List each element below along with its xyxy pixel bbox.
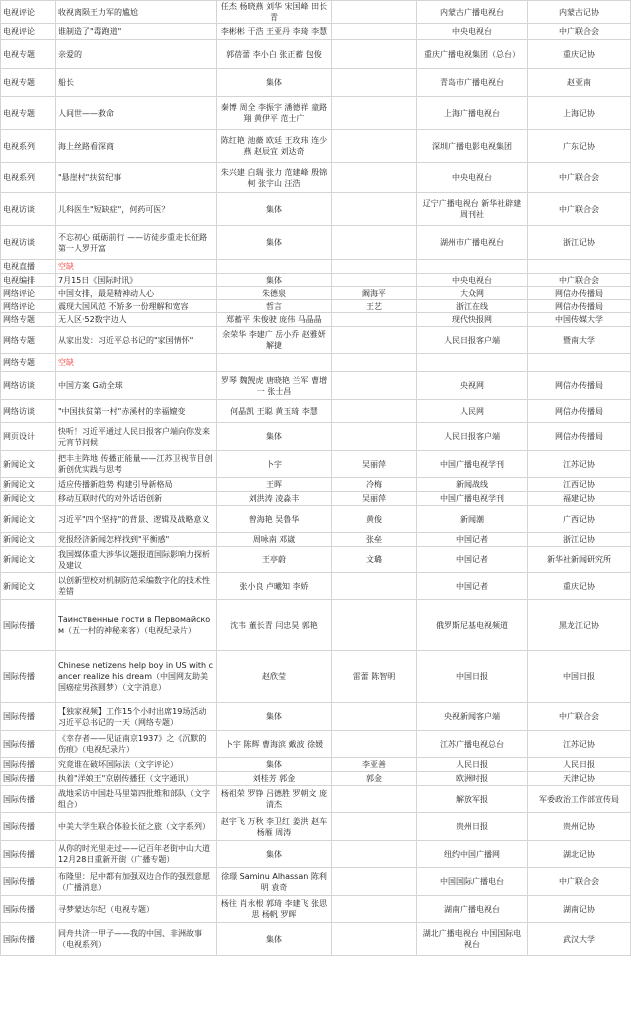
table-row bbox=[1, 300, 631, 313]
category-cell: 新闻论文 bbox=[1, 547, 56, 573]
table-row bbox=[1, 24, 631, 40]
table-row bbox=[1, 1, 631, 24]
title-cell: 谁制造了"毒跑道" bbox=[56, 24, 217, 40]
editors-cell bbox=[332, 703, 417, 731]
authors-cell: 集体 bbox=[217, 923, 332, 956]
category-cell: 电视专题 bbox=[1, 40, 56, 69]
authors-cell: 集体 bbox=[217, 758, 332, 772]
editors-cell: 文璐 bbox=[332, 547, 417, 573]
recommender-cell: 武汉大学 bbox=[528, 923, 631, 956]
publisher-cell: 贵州日报 bbox=[417, 813, 528, 841]
recommender-cell: 军委政治工作部宣传局 bbox=[528, 786, 631, 813]
category-cell: 国际传播 bbox=[1, 841, 56, 868]
publisher-cell: 中国记者 bbox=[417, 547, 528, 573]
recommender-cell: 福建记协 bbox=[528, 492, 631, 506]
title-cell: 【独家视频】工作15个小时出席19场活动 习近平总书记的一天（网络专题） bbox=[56, 703, 217, 731]
editors-cell bbox=[332, 731, 417, 758]
editors-cell bbox=[332, 69, 417, 97]
title-cell: 同舟共济一甲子——我的中国、非洲故事（电视系列） bbox=[56, 923, 217, 956]
title-cell: 亲爱的 bbox=[56, 40, 217, 69]
title-cell: 习近平"四个坚持"的背景、逻辑及战略意义 bbox=[56, 506, 217, 533]
publisher-cell: 中国记者 bbox=[417, 533, 528, 547]
authors-cell: 赵欣莹 bbox=[217, 651, 332, 703]
recommender-cell: 人民日报 bbox=[528, 758, 631, 772]
table-row bbox=[1, 506, 631, 533]
publisher-cell: 江苏广播电视总台 bbox=[417, 731, 528, 758]
table-row bbox=[1, 533, 631, 547]
category-cell: 国际传播 bbox=[1, 772, 56, 786]
authors-cell: 集体 bbox=[217, 274, 332, 287]
editors-cell bbox=[332, 40, 417, 69]
recommender-cell: 中国日报 bbox=[528, 651, 631, 703]
table-row bbox=[1, 130, 631, 163]
recommender-cell: 中广联合会 bbox=[528, 703, 631, 731]
publisher-cell: 人民日报客户端 bbox=[417, 327, 528, 354]
publisher-cell: 深圳广播电影电视集团 bbox=[417, 130, 528, 163]
authors-cell: 何晶凯 王聪 黄玉琦 李慧 bbox=[217, 400, 332, 423]
table-row bbox=[1, 786, 631, 813]
authors-cell: 集体 bbox=[217, 193, 332, 226]
authors-cell: 罗琴 魏觊虎 唐晓艳 兰军 曹增一 张士昌 bbox=[217, 372, 332, 400]
recommender-cell bbox=[528, 354, 631, 372]
editors-cell bbox=[332, 600, 417, 651]
title-cell: 空缺 bbox=[56, 260, 217, 274]
title-cell: 中国女排，最是精神动人心 bbox=[56, 287, 217, 300]
editors-cell bbox=[332, 226, 417, 260]
table-row bbox=[1, 40, 631, 69]
editors-cell bbox=[332, 354, 417, 372]
editors-cell: 李亚善 bbox=[332, 758, 417, 772]
authors-cell: 周咏南 邓崴 bbox=[217, 533, 332, 547]
title-cell: 执着"洋娘王"京剧传播狂（文字通讯） bbox=[56, 772, 217, 786]
recommender-cell: 中广联合会 bbox=[528, 274, 631, 287]
category-cell: 电视评论 bbox=[1, 1, 56, 24]
publisher-cell: 青岛市广播电视台 bbox=[417, 69, 528, 97]
title-cell: 无人区·52数字边人 bbox=[56, 313, 217, 327]
recommender-cell: 江西记协 bbox=[528, 478, 631, 492]
table-row bbox=[1, 813, 631, 841]
authors-cell: 赵宇飞 万秋 李卫红 姜洪 赵车 杨雁 周涛 bbox=[217, 813, 332, 841]
table-row bbox=[1, 841, 631, 868]
editors-cell bbox=[332, 130, 417, 163]
category-cell: 电视评论 bbox=[1, 24, 56, 40]
title-cell: 从你的时光里走过——记百年老街中山大道12月28日重新开街（广播专题） bbox=[56, 841, 217, 868]
publisher-cell: 欧洲时报 bbox=[417, 772, 528, 786]
publisher-cell bbox=[417, 260, 528, 274]
title-cell: 儿科医生"短缺症"，何药可医？ bbox=[56, 193, 217, 226]
table-row bbox=[1, 226, 631, 260]
recommender-cell bbox=[528, 260, 631, 274]
table-row bbox=[1, 163, 631, 193]
editors-cell bbox=[332, 868, 417, 896]
authors-cell bbox=[217, 354, 332, 372]
publisher-cell: 中央电视台 bbox=[417, 24, 528, 40]
category-cell: 国际传播 bbox=[1, 600, 56, 651]
authors-cell: 卜宇 bbox=[217, 451, 332, 478]
editors-cell: 阚海平 bbox=[332, 287, 417, 300]
recommender-cell: 网信办传播局 bbox=[528, 400, 631, 423]
publisher-cell: 俄罗斯尼基电视频道 bbox=[417, 600, 528, 651]
table-row bbox=[1, 260, 631, 274]
recommender-cell: 中广联合会 bbox=[528, 24, 631, 40]
recommender-cell: 天津记协 bbox=[528, 772, 631, 786]
editors-cell: 冷梅 bbox=[332, 478, 417, 492]
editors-cell: 吴丽萍 bbox=[332, 451, 417, 478]
category-cell: 国际传播 bbox=[1, 731, 56, 758]
title-cell: 《幸存者——见证南京1937》之《沉默的伤痕》（电视纪录片） bbox=[56, 731, 217, 758]
category-cell: 电视系列 bbox=[1, 130, 56, 163]
table-row bbox=[1, 69, 631, 97]
table-row bbox=[1, 423, 631, 451]
editors-cell: 雷蕾 陈智明 bbox=[332, 651, 417, 703]
category-cell: 新闻论文 bbox=[1, 506, 56, 533]
publisher-cell: 中国记者 bbox=[417, 573, 528, 600]
editors-cell bbox=[332, 372, 417, 400]
table-row bbox=[1, 287, 631, 300]
category-cell: 网络访谈 bbox=[1, 400, 56, 423]
authors-cell: 余荣华 李建广 岳小乔 赵雅妍 解捷 bbox=[217, 327, 332, 354]
authors-cell: 沈韦 董长青 闫忠昊 郭艳 bbox=[217, 600, 332, 651]
title-cell: 我国媒体重大涉华议题报道国际影响力探析及建议 bbox=[56, 547, 217, 573]
authors-cell: 刘桂芳 郭金 bbox=[217, 772, 332, 786]
title-cell: 布隆里：尼中都有加强双边合作的强烈意愿（广播消息） bbox=[56, 868, 217, 896]
authors-cell: 杨祖荣 罗铮 吕德胜 罗朝文 庞清杰 bbox=[217, 786, 332, 813]
editors-cell bbox=[332, 813, 417, 841]
recommender-cell: 内蒙古记协 bbox=[528, 1, 631, 24]
recommender-cell: 中广联合会 bbox=[528, 193, 631, 226]
publisher-cell: 中国日报 bbox=[417, 651, 528, 703]
category-cell: 新闻论文 bbox=[1, 492, 56, 506]
editors-cell: 吴丽萍 bbox=[332, 492, 417, 506]
category-cell: 网络评论 bbox=[1, 300, 56, 313]
editors-cell bbox=[332, 327, 417, 354]
editors-cell: 王艺 bbox=[332, 300, 417, 313]
publisher-cell: 解放军报 bbox=[417, 786, 528, 813]
publisher-cell: 央视新闻客户端 bbox=[417, 703, 528, 731]
authors-cell: 王亭蔚 bbox=[217, 547, 332, 573]
title-cell: 7月15日《国际时讯》 bbox=[56, 274, 217, 287]
recommender-cell: 黑龙江记协 bbox=[528, 600, 631, 651]
table-row bbox=[1, 651, 631, 703]
authors-cell: 哲言 bbox=[217, 300, 332, 313]
category-cell: 电视专题 bbox=[1, 69, 56, 97]
table-row bbox=[1, 193, 631, 226]
recommender-cell: 江苏记协 bbox=[528, 451, 631, 478]
authors-cell: 郑蓄平 朱俊驶 庞伟 马晶晶 bbox=[217, 313, 332, 327]
publisher-cell: 大众网 bbox=[417, 287, 528, 300]
recommender-cell: 重庆记协 bbox=[528, 573, 631, 600]
recommender-cell: 浙江记协 bbox=[528, 533, 631, 547]
editors-cell: 黄俊 bbox=[332, 506, 417, 533]
title-cell: "悬崖村"扶贫纪事 bbox=[56, 163, 217, 193]
publisher-cell: 纽约中国广播网 bbox=[417, 841, 528, 868]
recommender-cell: 赵亚南 bbox=[528, 69, 631, 97]
title-cell: 收视离陨王力军的尴尬 bbox=[56, 1, 217, 24]
publisher-cell: 中央电视台 bbox=[417, 163, 528, 193]
publisher-cell: 重庆广播电视集团（总台） bbox=[417, 40, 528, 69]
table-row bbox=[1, 478, 631, 492]
title-cell: 中国方案 G动全球 bbox=[56, 372, 217, 400]
authors-cell: 集体 bbox=[217, 841, 332, 868]
editors-cell bbox=[332, 423, 417, 451]
title-cell: Таинственные гости в Первомайском（五一村的神秘来客）（电视纪录片） bbox=[56, 600, 217, 651]
table-row bbox=[1, 923, 631, 956]
table-row bbox=[1, 97, 631, 130]
category-cell: 电视编排 bbox=[1, 274, 56, 287]
recommender-cell: 中广联合会 bbox=[528, 163, 631, 193]
recommender-cell: 江苏记协 bbox=[528, 731, 631, 758]
publisher-cell: 中国广播电视学刊 bbox=[417, 492, 528, 506]
editors-cell bbox=[332, 274, 417, 287]
title-cell: Chinese netizens help boy in US with cancer realize his dream（中国网友助美国癌症男孩圆梦）（文字消息） bbox=[56, 651, 217, 703]
authors-cell: 朱兴建 白瑞 张力 范建峰 殷锦柯 张宇山 汪浩 bbox=[217, 163, 332, 193]
title-cell: 把丰主阵地 传播正能量——江苏卫视节目创新创优实践与思考 bbox=[56, 451, 217, 478]
editors-cell bbox=[332, 786, 417, 813]
recommender-cell: 湖北记协 bbox=[528, 841, 631, 868]
recommender-cell: 贵州记协 bbox=[528, 813, 631, 841]
editors-cell: 郭金 bbox=[332, 772, 417, 786]
recommender-cell: 网信办传播局 bbox=[528, 423, 631, 451]
authors-cell: 集体 bbox=[217, 226, 332, 260]
title-cell: 移动互联时代的对外话语创新 bbox=[56, 492, 217, 506]
publisher-cell: 浙江在线 bbox=[417, 300, 528, 313]
category-cell: 电视访谈 bbox=[1, 226, 56, 260]
authors-cell: 集体 bbox=[217, 703, 332, 731]
table-row bbox=[1, 327, 631, 354]
authors-cell: 秦博 周全 李振宇 潘德祥 童路翔 黄伊平 范士广 bbox=[217, 97, 332, 130]
editors-cell bbox=[332, 163, 417, 193]
category-cell: 网页设计 bbox=[1, 423, 56, 451]
authors-cell: 集体 bbox=[217, 423, 332, 451]
table-row bbox=[1, 400, 631, 423]
category-cell: 电视专题 bbox=[1, 97, 56, 130]
category-cell: 国际传播 bbox=[1, 786, 56, 813]
recommender-cell: 上海记协 bbox=[528, 97, 631, 130]
table-row bbox=[1, 868, 631, 896]
awards-table-body bbox=[1, 1, 631, 956]
publisher-cell: 中国广播电视学刊 bbox=[417, 451, 528, 478]
table-row bbox=[1, 372, 631, 400]
title-cell: 海上丝路看深商 bbox=[56, 130, 217, 163]
recommender-cell: 重庆记协 bbox=[528, 40, 631, 69]
table-row bbox=[1, 573, 631, 600]
recommender-cell: 网信办传播局 bbox=[528, 300, 631, 313]
category-cell: 国际传播 bbox=[1, 896, 56, 923]
recommender-cell: 浙江记协 bbox=[528, 226, 631, 260]
publisher-cell: 湖州市广播电视台 bbox=[417, 226, 528, 260]
title-cell: 究竟谁在破坏国际法（文字评论） bbox=[56, 758, 217, 772]
table-row bbox=[1, 758, 631, 772]
authors-cell: 郭蓓蕾 李小白 张正蓄 包俊 bbox=[217, 40, 332, 69]
category-cell: 国际传播 bbox=[1, 651, 56, 703]
editors-cell bbox=[332, 313, 417, 327]
category-cell: 网络访谈 bbox=[1, 372, 56, 400]
authors-cell: 王晖 bbox=[217, 478, 332, 492]
category-cell: 电视访谈 bbox=[1, 193, 56, 226]
authors-cell bbox=[217, 260, 332, 274]
category-cell: 国际传播 bbox=[1, 923, 56, 956]
authors-cell: 集体 bbox=[217, 69, 332, 97]
authors-cell: 曾海艳 吴鲁华 bbox=[217, 506, 332, 533]
editors-cell bbox=[332, 573, 417, 600]
table-row bbox=[1, 313, 631, 327]
table-row bbox=[1, 492, 631, 506]
category-cell: 网络专题 bbox=[1, 327, 56, 354]
table-row bbox=[1, 703, 631, 731]
table-row bbox=[1, 547, 631, 573]
publisher-cell: 湖北广播电视台 中国国际电视台 bbox=[417, 923, 528, 956]
publisher-cell: 中央电视台 bbox=[417, 274, 528, 287]
category-cell: 新闻论文 bbox=[1, 451, 56, 478]
publisher-cell: 辽宁广播电视台 新华社辟建周刊社 bbox=[417, 193, 528, 226]
recommender-cell: 中广联合会 bbox=[528, 868, 631, 896]
publisher-cell: 人民日报 bbox=[417, 758, 528, 772]
category-cell: 国际传播 bbox=[1, 813, 56, 841]
editors-cell bbox=[332, 193, 417, 226]
editors-cell bbox=[332, 841, 417, 868]
publisher-cell: 上海广播电视台 bbox=[417, 97, 528, 130]
title-cell: 船长 bbox=[56, 69, 217, 97]
authors-cell: 李彬彬 于浩 王亚丹 李琦 李慧 bbox=[217, 24, 332, 40]
publisher-cell: 湖南广播电视台 bbox=[417, 896, 528, 923]
publisher-cell: 人民日报客户端 bbox=[417, 423, 528, 451]
category-cell: 国际传播 bbox=[1, 703, 56, 731]
title-cell: 寻梦蒙达尔纪（电视专题） bbox=[56, 896, 217, 923]
category-cell: 国际传播 bbox=[1, 758, 56, 772]
editors-cell bbox=[332, 1, 417, 24]
authors-cell: 刘洪涛 凌淼丰 bbox=[217, 492, 332, 506]
title-cell: 不忘初心 砥砺前行 ——访徒步重走长征路第一人罗开富 bbox=[56, 226, 217, 260]
editors-cell: 张垒 bbox=[332, 533, 417, 547]
recommender-cell: 新华社新闻研究所 bbox=[528, 547, 631, 573]
editors-cell bbox=[332, 896, 417, 923]
table-row bbox=[1, 354, 631, 372]
recommender-cell: 广东记协 bbox=[528, 130, 631, 163]
publisher-cell: 新闻战线 bbox=[417, 478, 528, 492]
recommender-cell: 暨南大学 bbox=[528, 327, 631, 354]
title-cell: "中国扶贫第一村"赤溪村的幸福嬗变 bbox=[56, 400, 217, 423]
category-cell: 新闻论文 bbox=[1, 573, 56, 600]
authors-cell: 杨往 肖永根 郭琦 李建飞 张思思 杨帆 罗晖 bbox=[217, 896, 332, 923]
category-cell: 国际传播 bbox=[1, 868, 56, 896]
publisher-cell: 新闻潮 bbox=[417, 506, 528, 533]
authors-cell: 卜宇 陈辉 曹海滨 戴波 徐媛 bbox=[217, 731, 332, 758]
category-cell: 电视系列 bbox=[1, 163, 56, 193]
table-row bbox=[1, 772, 631, 786]
editors-cell bbox=[332, 400, 417, 423]
recommender-cell: 网信办传播局 bbox=[528, 372, 631, 400]
title-cell: 空缺 bbox=[56, 354, 217, 372]
authors-cell: 陈红艳 池薇 欧廷 王玫玮 连少燕 赵辰宜 刘达奇 bbox=[217, 130, 332, 163]
title-cell: 中美大学生联合体验长征之旅（文字系列） bbox=[56, 813, 217, 841]
title-cell: 以创新型校对机制防范采编数字化的技术性差错 bbox=[56, 573, 217, 600]
title-cell: 人间世——救命 bbox=[56, 97, 217, 130]
authors-cell: 朱德泉 bbox=[217, 287, 332, 300]
table-row bbox=[1, 274, 631, 287]
category-cell: 网络专题 bbox=[1, 354, 56, 372]
recommender-cell: 湖南记协 bbox=[528, 896, 631, 923]
category-cell: 电视直播 bbox=[1, 260, 56, 274]
authors-cell: 张小良 卢曦知 李娇 bbox=[217, 573, 332, 600]
authors-cell: 徐璟 Saminu Alhassan 陈利明 袁奇 bbox=[217, 868, 332, 896]
table-row bbox=[1, 896, 631, 923]
recommender-cell: 广西记协 bbox=[528, 506, 631, 533]
recommender-cell: 中国传媒大学 bbox=[528, 313, 631, 327]
publisher-cell bbox=[417, 354, 528, 372]
editors-cell bbox=[332, 97, 417, 130]
table-row bbox=[1, 451, 631, 478]
publisher-cell: 人民网 bbox=[417, 400, 528, 423]
category-cell: 网络评论 bbox=[1, 287, 56, 300]
title-cell: 战地采访中国赴马里第四批维和部队（文字组合） bbox=[56, 786, 217, 813]
publisher-cell: 中国国际广播电台 bbox=[417, 868, 528, 896]
table-row bbox=[1, 600, 631, 651]
editors-cell bbox=[332, 260, 417, 274]
title-cell: 从家出发：习近平总书记的"家国情怀" bbox=[56, 327, 217, 354]
category-cell: 新闻论文 bbox=[1, 533, 56, 547]
title-cell: 党报经济新闻怎样找到"平衡感" bbox=[56, 533, 217, 547]
title-cell: 震现大国风范 不矫多一份理解和宽容 bbox=[56, 300, 217, 313]
recommender-cell: 网信办传播局 bbox=[528, 287, 631, 300]
category-cell: 新闻论文 bbox=[1, 478, 56, 492]
editors-cell bbox=[332, 24, 417, 40]
category-cell: 网络专题 bbox=[1, 313, 56, 327]
publisher-cell: 现代快报网 bbox=[417, 313, 528, 327]
table-row bbox=[1, 731, 631, 758]
title-cell: 快听！习近平通过人民日报客户端向你发来元宵节问候 bbox=[56, 423, 217, 451]
editors-cell bbox=[332, 923, 417, 956]
title-cell: 适应传播新趋势 构建引导新格局 bbox=[56, 478, 217, 492]
publisher-cell: 内蒙古广播电视台 bbox=[417, 1, 528, 24]
authors-cell: 任杰 杨晓燕 刘华 宋国峰 田长青 bbox=[217, 1, 332, 24]
publisher-cell: 央视网 bbox=[417, 372, 528, 400]
